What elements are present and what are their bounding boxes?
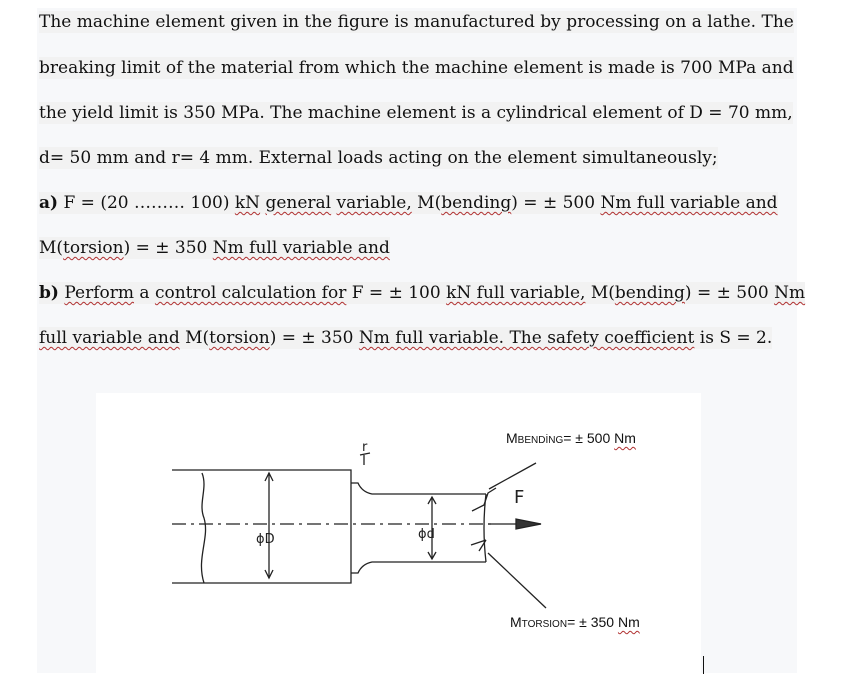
spell-perform: Perform: [64, 283, 134, 303]
label-r: r: [362, 440, 368, 455]
break-line: [201, 473, 205, 583]
spell-nm: Nm: [774, 283, 806, 303]
large-cylinder: [172, 470, 351, 583]
item-b-line-1: [39, 282, 805, 304]
item-b-marker: b): [39, 283, 59, 303]
text: M: [510, 614, 522, 630]
fillet-bottom: [351, 562, 486, 573]
spell-nm: Nm: [617, 614, 640, 630]
bending-moment-label: [506, 430, 636, 446]
label-D: ϕD: [256, 532, 275, 547]
text: = ± 500: [563, 430, 615, 446]
item-b-line-2: [39, 327, 772, 349]
text: M(: [39, 238, 64, 258]
paragraph-line-3: the yield limit is 350 MPa. The machine element is a cylindrical element of D = 70 mm,: [39, 103, 793, 123]
text: BENDİNG: [517, 435, 564, 446]
spell-nm-full-variable: Nm full variable and: [600, 193, 778, 213]
label-d: ϕd: [418, 527, 435, 542]
text-cursor: [703, 656, 704, 674]
paragraph-line-2: breaking limit of the material from which the machine element is made is 700 MPa and: [39, 58, 794, 78]
item-a-line-1: [39, 192, 778, 214]
text: ) = ± 500: [684, 283, 775, 303]
paragraph-line-4: d= 50 mm and r= 4 mm. External loads acting on the element simultaneously;: [39, 148, 718, 168]
bending-leader: [489, 463, 536, 489]
spell-full-variable-and: full variable and: [39, 328, 180, 348]
spell-safety: Nm full variable. The safety coefficient: [358, 328, 695, 348]
text: is S = 2.: [694, 328, 773, 348]
spell-nm: Nm: [614, 430, 636, 446]
text: ) = ± 350: [269, 328, 359, 348]
torsion-leader: [488, 553, 546, 608]
spell-kn-full-variable: kN full variable,: [446, 283, 586, 303]
label-F: F: [514, 487, 525, 508]
item-a-line-2: [39, 237, 390, 259]
text: F = (20 ……… 100): [58, 193, 235, 213]
spell-bending: bending: [614, 283, 685, 303]
text: ) = ± 350: [123, 238, 213, 258]
text: M(: [411, 193, 442, 213]
spell-control: control calculation for: [154, 283, 347, 303]
text: M: [506, 430, 518, 446]
spell-kn: kN: [234, 193, 261, 213]
text: a: [133, 283, 155, 303]
fillet-top: [351, 483, 486, 494]
item-a-marker: a): [39, 193, 59, 213]
spell-general: general: [265, 193, 332, 213]
text: M(: [585, 283, 615, 303]
text: F = ± 100: [346, 283, 447, 303]
shaft-figure: [96, 393, 701, 673]
text: M(: [179, 328, 210, 348]
spell-variable: variable,: [336, 193, 412, 213]
spell-torsion: torsion: [63, 238, 124, 258]
text: ) = ± 500: [511, 193, 601, 213]
text: = ± 350: [567, 614, 618, 630]
spell-torsion: torsion: [209, 328, 270, 348]
paragraph-line-1: The machine element given in the figure is manufactured by processing on a lathe. The: [39, 12, 794, 32]
spell-tail: Nm full variable and: [212, 238, 390, 258]
spell-bending: bending: [441, 193, 512, 213]
text: TORSION: [521, 619, 568, 630]
torsion-moment-label: [510, 614, 640, 630]
